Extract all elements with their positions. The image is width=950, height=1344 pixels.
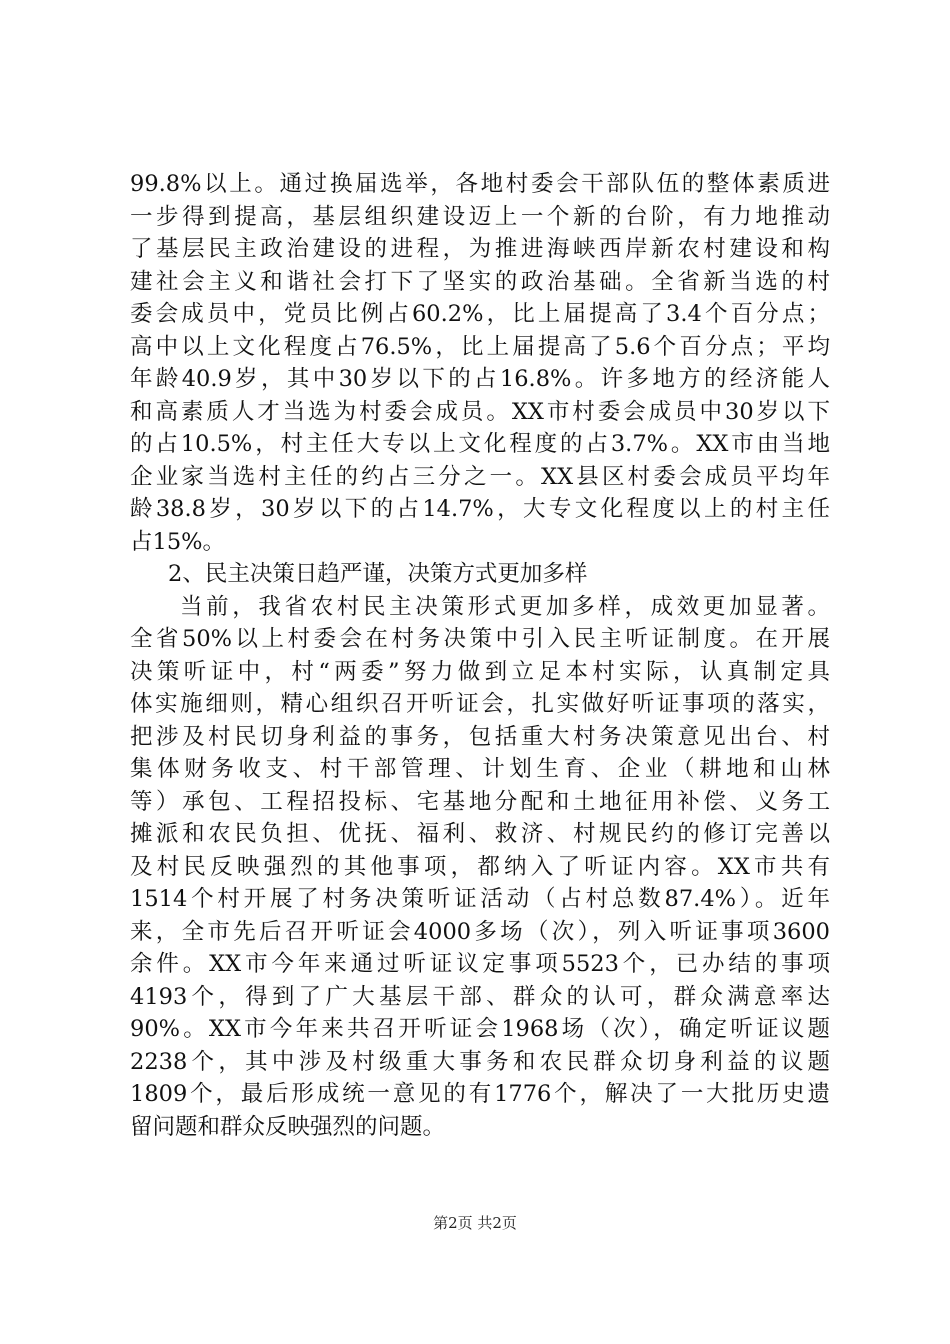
section-heading: 2、民主决策日趋严谨，决策方式更加多样 xyxy=(168,561,588,587)
text-line: 留问题和群众反映强烈的问题。 xyxy=(130,1113,446,1140)
text-line: 的占10.5%，村主任大专以上文化程度的占3.7%。XX市由当地 xyxy=(130,431,830,457)
text-line: 1809个，最后形成统一意见的有1776个，解决了一大批历史遗 xyxy=(130,1081,830,1107)
text-line: 余件。XX市今年来通过听证议定事项5523个，已办结的事项 xyxy=(130,951,830,977)
text-line: 体实施细则，精心组织召开听证会，扎实做好听证事项的落实， xyxy=(130,691,830,717)
text-line: 1514个村开展了村务决策听证活动（占村总数87.4%）。近年 xyxy=(130,886,830,912)
text-line: 2238个，其中涉及村级重大事务和农民群众切身利益的议题 xyxy=(130,1048,830,1075)
page-footer: 第2页 共2页 xyxy=(433,1214,517,1232)
text-line: 及村民反映强烈的其他事项，都纳入了听证内容。XX市共有 xyxy=(130,853,830,880)
text-line: 企业家当选村主任的约占三分之一。XX县区村委会成员平均年 xyxy=(130,463,830,490)
text-line: 委会成员中，党员比例占60.2%，比上届提高了3.4个百分点； xyxy=(130,301,830,327)
text-line: 把涉及村民切身利益的事务，包括重大村务决策意见出台、村 xyxy=(130,723,830,750)
text-line: 全省50%以上村委会在村务决策中引入民主听证制度。在开展 xyxy=(130,626,830,652)
text-line: 和高素质人才当选为村委会成员。XX市村委会成员中30岁以下 xyxy=(130,398,830,425)
text-line: 4193个，得到了广大基层干部、群众的认可，群众满意率达 xyxy=(130,983,830,1010)
text-line: 龄38.8岁，30岁以下的占14.7%，大专文化程度以上的村主任 xyxy=(130,496,830,522)
text-line: 集体财务收支、村干部管理、计划生育、企业（耕地和山林 xyxy=(130,756,830,782)
text-line: 了基层民主政治建设的进程，为推进海峡西岸新农村建设和构 xyxy=(130,236,830,262)
text-line: 占15%。 xyxy=(130,528,226,555)
body-text xyxy=(130,168,830,1143)
text-line: 决策听证中，村“两委”努力做到立足本村实际，认真制定具 xyxy=(130,658,830,685)
text-line: 摊派和农民负担、优抚、福利、救济、村规民约的修订完善以 xyxy=(130,821,830,847)
text-line: 来，全市先后召开听证会4000多场（次），列入听证事项3600 xyxy=(130,918,830,945)
text-line: 年龄40.9岁，其中30岁以下的占16.8%。许多地方的经济能人 xyxy=(130,366,830,392)
text-line: 当前，我省农村民主决策形式更加多样，成效更加显著。 xyxy=(180,593,830,620)
text-line: 等）承包、工程招投标、宅基地分配和土地征用补偿、义务工 xyxy=(130,788,830,815)
text-line: 90%。XX市今年来共召开听证会1968场（次），确定听证议题 xyxy=(130,1016,830,1042)
text-line: 建社会主义和谐社会打下了坚实的政治基础。全省新当选的村 xyxy=(130,268,830,295)
text-line: 高中以上文化程度占76.5%，比上届提高了5.6个百分点；平均 xyxy=(130,333,830,360)
text-line: 一步得到提高，基层组织建设迈上一个新的台阶，有力地推动 xyxy=(130,203,830,230)
text-line: 99.8%以上。通过换届选举，各地村委会干部队伍的整体素质进 xyxy=(130,171,830,197)
